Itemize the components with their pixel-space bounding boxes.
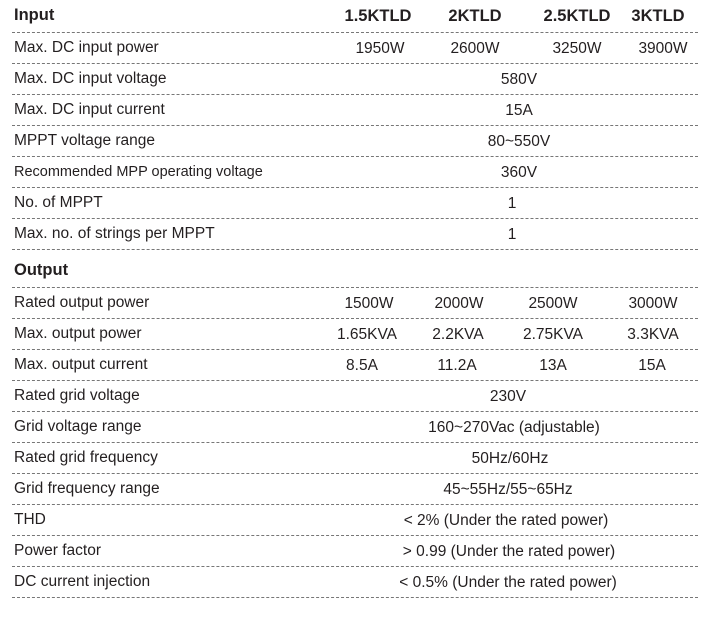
model-2-5ktld: 2.5KTLD xyxy=(543,7,611,25)
row-value: 45~55Hz/55~65Hz xyxy=(443,481,573,498)
row-label: Max. output current xyxy=(14,356,148,373)
table-row xyxy=(12,218,698,249)
table-row xyxy=(12,94,698,125)
row-value: 3.3KVA xyxy=(627,326,679,343)
row-label: Recommended MPP operating voltage xyxy=(14,164,263,180)
table-row xyxy=(12,318,698,349)
output-section-header xyxy=(12,250,698,287)
row-value: 1.65KVA xyxy=(336,326,398,343)
table-row xyxy=(12,125,698,156)
row-value: 3900W xyxy=(638,40,688,57)
row-value: 1 xyxy=(507,226,517,243)
table-row xyxy=(12,535,698,566)
row-label: MPPT voltage range xyxy=(14,132,156,149)
table-row xyxy=(12,473,698,504)
row-value: 2500W xyxy=(528,295,578,312)
table-row xyxy=(12,32,698,63)
row-divider xyxy=(12,597,698,598)
row-value: 580V xyxy=(500,71,538,88)
row-value: 1500W xyxy=(344,295,394,312)
row-label: No. of MPPT xyxy=(14,194,103,211)
row-value: 15A xyxy=(505,102,533,119)
table-row xyxy=(12,566,698,597)
row-value: 2.2KVA xyxy=(432,326,484,343)
row-value: > 0.99 (Under the rated power) xyxy=(402,543,616,560)
row-label: Max. DC input current xyxy=(14,101,165,118)
table-row xyxy=(12,411,698,442)
row-value: < 0.5% (Under the rated power) xyxy=(399,574,617,591)
row-label: Grid voltage range xyxy=(14,418,142,435)
spec-table xyxy=(12,0,698,598)
row-label: Rated output power xyxy=(14,294,150,311)
row-value: 50Hz/60Hz xyxy=(471,450,549,467)
table-row xyxy=(12,156,698,187)
row-label: DC current injection xyxy=(14,573,151,590)
row-value: < 2% (Under the rated power) xyxy=(403,512,609,529)
row-value: 80~550V xyxy=(487,133,551,150)
table-row xyxy=(12,63,698,94)
model-2ktld: 2KTLD xyxy=(448,7,502,25)
row-value: 11.2A xyxy=(437,357,477,374)
row-label: Grid frequency range xyxy=(14,480,160,497)
input-section-header xyxy=(12,0,698,32)
model-header-row xyxy=(12,7,698,27)
row-label: Rated grid voltage xyxy=(14,387,140,404)
row-value: 2.75KVA xyxy=(522,326,584,343)
row-value: 15A xyxy=(638,357,666,374)
row-value: 1 xyxy=(507,195,517,212)
row-label: Rated grid frequency xyxy=(14,449,158,466)
row-value: 2000W xyxy=(434,295,484,312)
row-label: Power factor xyxy=(14,542,102,559)
table-row xyxy=(12,287,698,318)
row-label: Max. DC input voltage xyxy=(14,70,167,87)
table-row xyxy=(12,380,698,411)
row-value: 360V xyxy=(500,164,538,181)
model-1-5ktld: 1.5KTLD xyxy=(344,7,412,25)
row-value: 8.5A xyxy=(346,357,378,374)
row-value: 13A xyxy=(539,357,567,374)
output-section-title: Output xyxy=(14,261,69,279)
row-value: 1950W xyxy=(355,40,405,57)
row-value: 160~270Vac (adjustable) xyxy=(428,419,600,436)
model-3ktld: 3KTLD xyxy=(631,7,685,25)
input-section-title: Input xyxy=(14,6,55,24)
row-label: Max. output power xyxy=(14,325,142,342)
row-label: THD xyxy=(14,511,46,528)
row-value: 2600W xyxy=(450,40,500,57)
row-label: Max. no. of strings per MPPT xyxy=(14,225,215,242)
row-value: 3000W xyxy=(628,295,678,312)
row-value: 230V xyxy=(489,388,527,405)
table-row xyxy=(12,504,698,535)
row-value: 3250W xyxy=(552,40,602,57)
table-row xyxy=(12,187,698,218)
table-row xyxy=(12,349,698,380)
table-row xyxy=(12,442,698,473)
row-label: Max. DC input power xyxy=(14,39,159,56)
